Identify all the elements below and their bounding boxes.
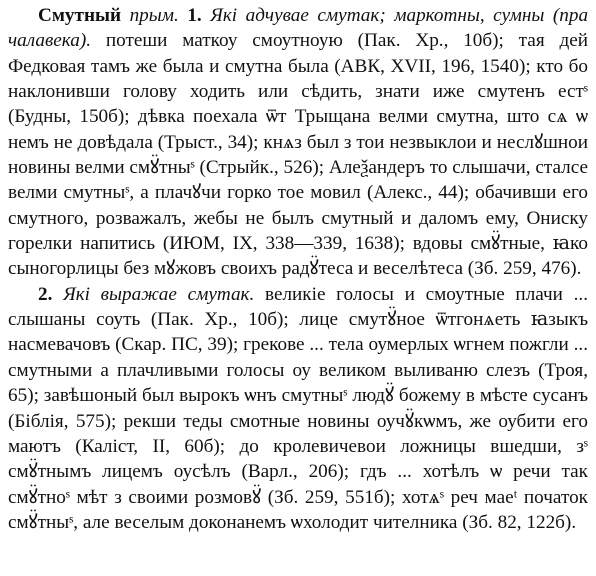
headword: Смутный	[38, 5, 122, 26]
sense-2-paragraph	[8, 282, 588, 535]
sense-2-citations: великіе голосы и смоутные плачи ... слышаны соуть (Пак. Хр., 10б); лице смутꙋ̈ное ѿтгонѧеть ꙗзыкъ насмевачовъ (Скар. ПС, 39); грекове ... тела оумерлых ѡгнем пожгли ... смутными а плачливыми голосы оу великом выливаню слезъ (Троя, 65); завѣшоный был вырокъ ѡнъ смутныˢ людꙋ̈ божему в мѣсте сусанъ (Біблія, 575); рекши теды смотные новины оучꙋ̈кѡмъ, же оубити его маютъ (Каліст, II, 60б); до кролевичевои ложницы вшедши, зˢ смꙋ̈тнымъ лицемъ оусѣлъ (Варл., 206); гдъ ... хотѣлъ ѡ речи так смꙋ̈тноˢ мѣт з своими розмовꙋ̈ (Зб. 259, 551б); хотѧˢ реч маеᵗ початок смꙋ̈тныˢ, але веселым доконанемъ ѡхолодит чителника (Зб. 82, 122б).	[8, 283, 589, 533]
part-of-speech: прым.	[129, 5, 179, 26]
dictionary-entry	[8, 3, 588, 535]
sense-1-paragraph	[8, 3, 588, 282]
sense-1-gloss: Які адчувае смутак; маркотны, сумны (пра чалавека).	[8, 5, 589, 52]
sense-1-number: 1.	[187, 5, 202, 26]
sense-2-gloss: Які выражае смутак.	[63, 283, 255, 305]
sense-2-number: 2.	[38, 283, 53, 305]
sense-1-citations: потеши маткоу смоутноую (Пак. Хр., 10б); тая дей Федковая тамъ же была и смутна была (АВК, XVII, 196, 1540); кто бо наклонивши голову ходить или сѣдить, знати иже смутенъ естˢ (Будны, 150б); дѣвка поехала ѿт Трыщана велми смутна, што сѧ ѡ немъ не довѣдала (Трыст., 34); кнѧз был з тои незвыклои и неслꙋшнои новины велми смꙋ̈тныˢ (Стрыйк., 526); Алеѯандеръ то слышачи, сталсе велми смутныˢ, а плачꙋчи горко тое мовил (Алекс., 44); обачивши его смутного, розважалъ, жебы не былъ смутный и даломъ ему, Ониску горелки напитись (ИЮМ, IX, 338—339, 1638); вдовы смꙋ̈тные, ꙗко сыногорлицы без мꙋжовъ своихъ радꙋ̈теса и веселѣтеса (Зб. 259, 476).	[8, 30, 588, 280]
